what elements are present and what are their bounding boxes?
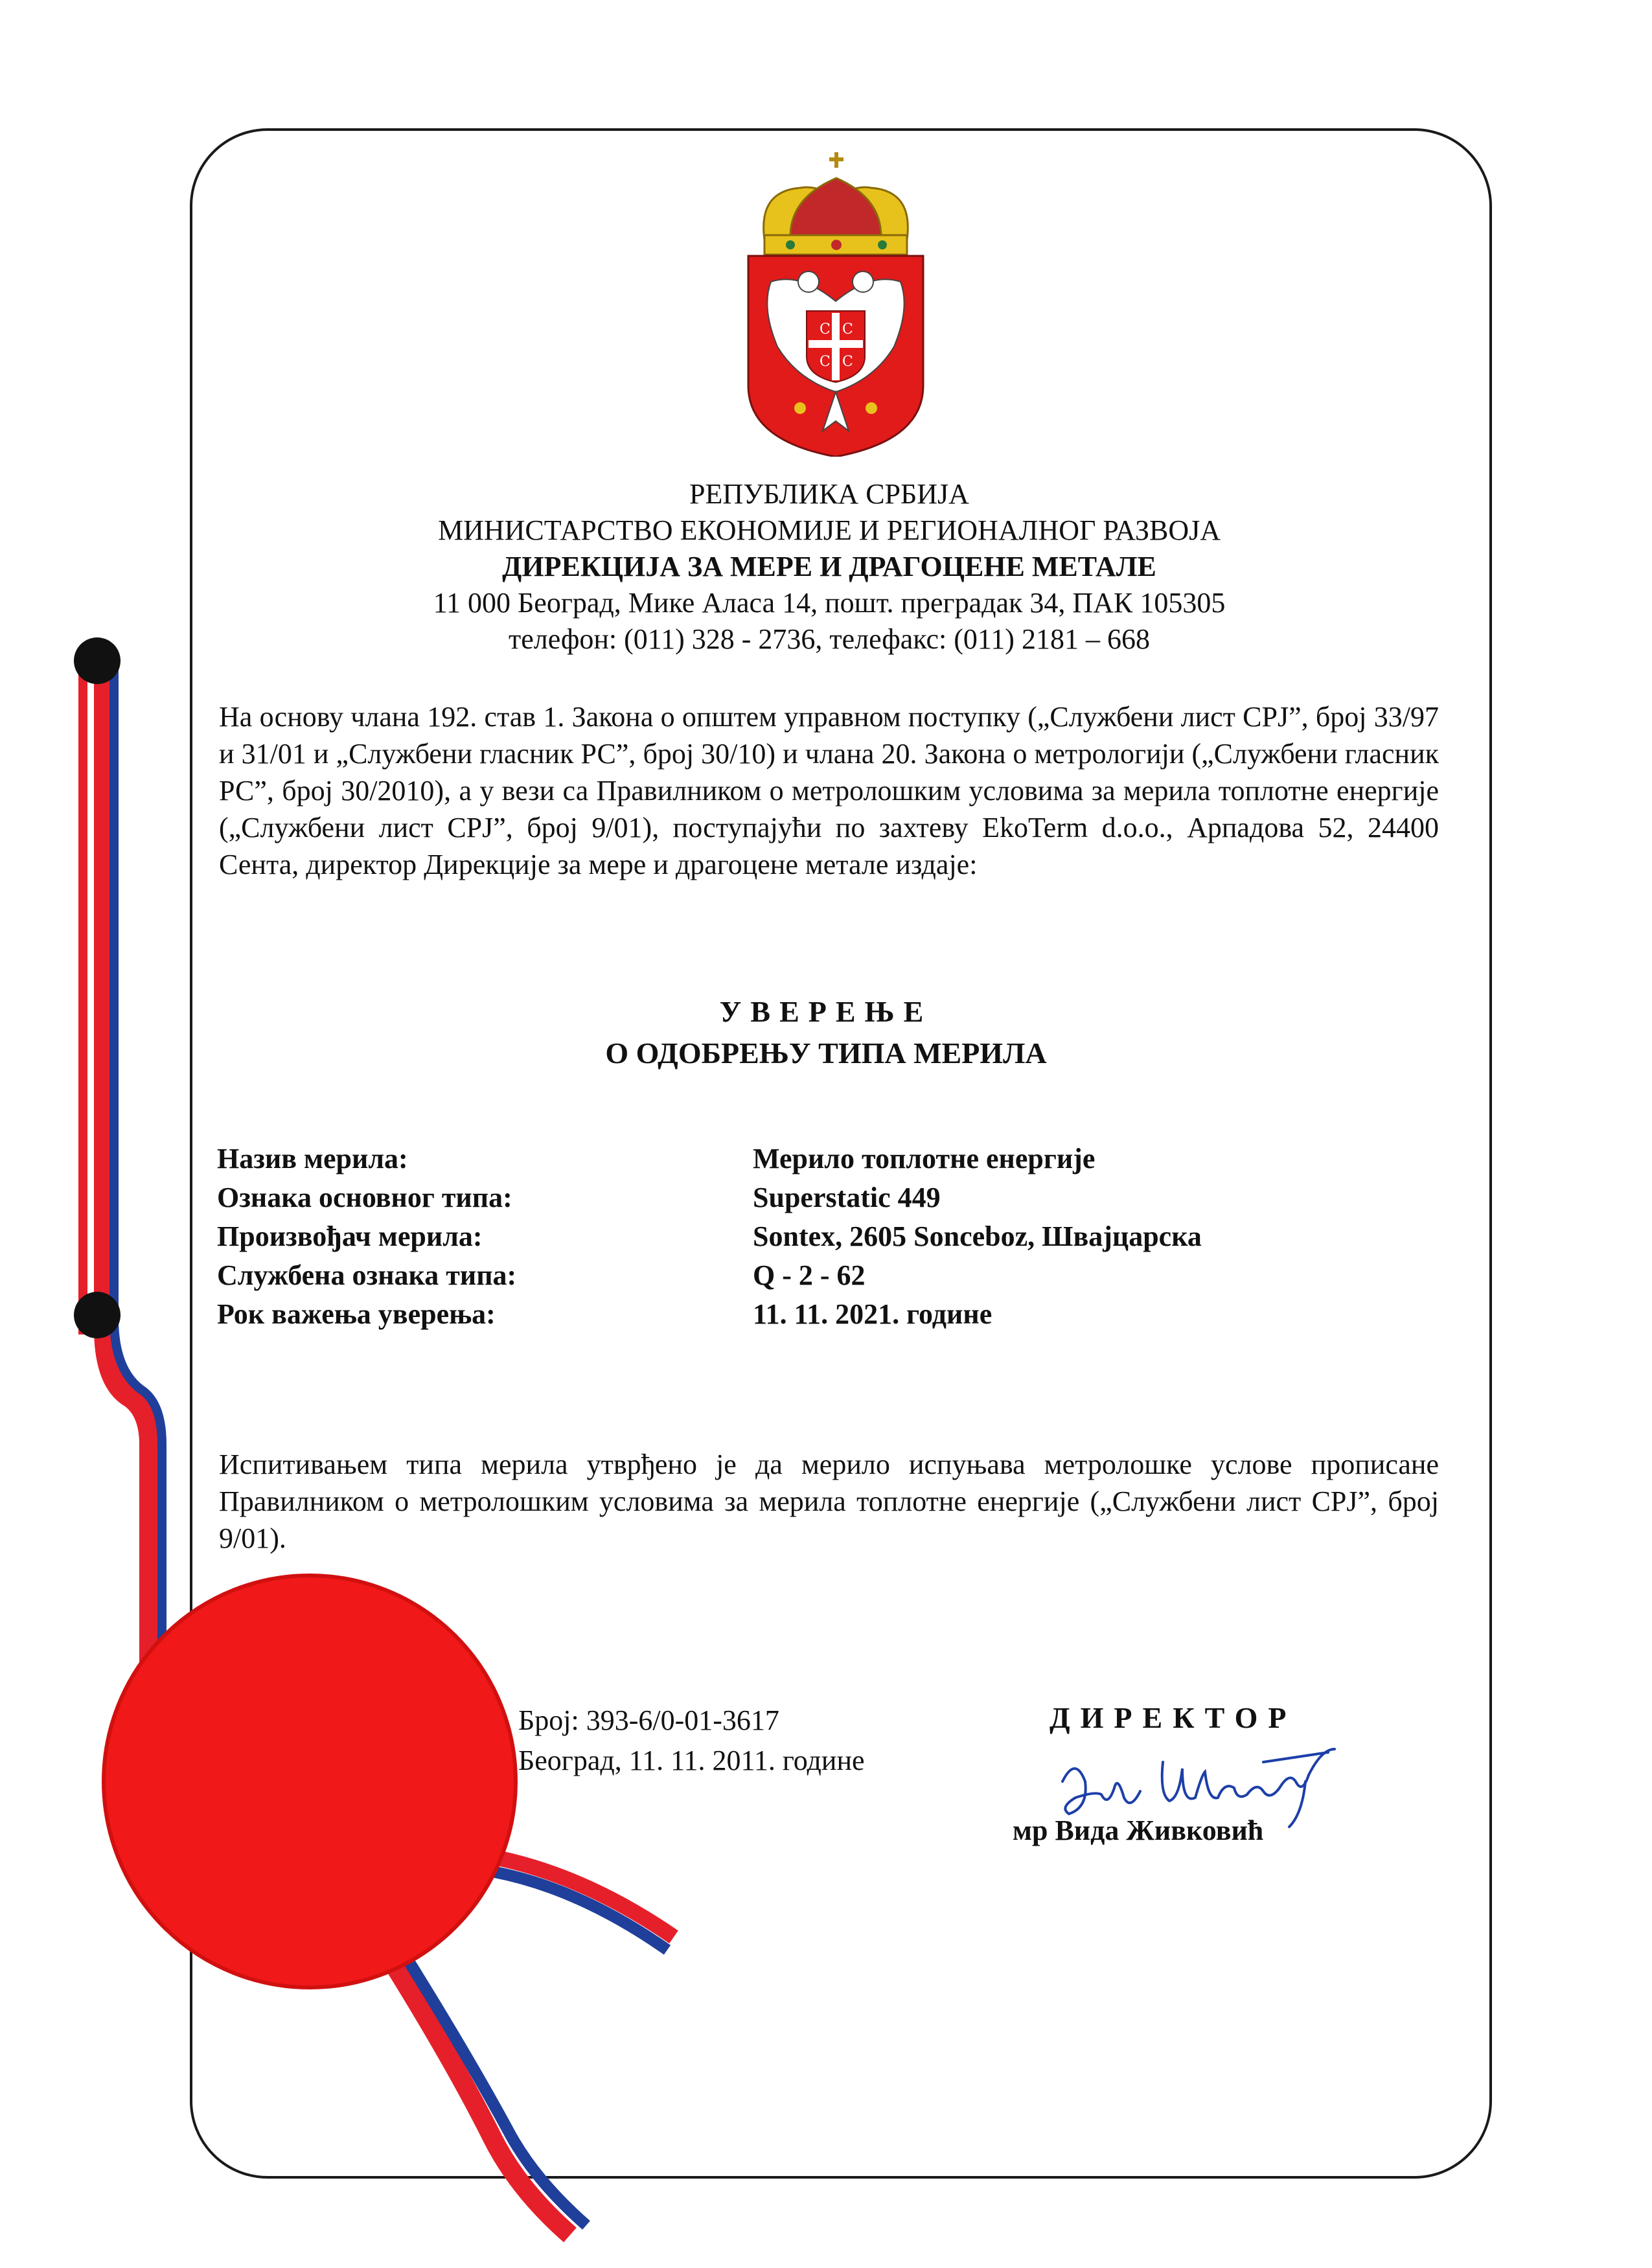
wax-seal-icon [104,1575,516,1987]
rivet-top-icon [74,637,120,684]
detail-value: Q - 2 - 62 [753,1259,866,1291]
detail-label: Ознака основног типа: [217,1182,512,1213]
emblem-letter: С [820,321,831,338]
emblem-letter: С [842,321,853,338]
header-directorate: ДИРЕКЦИЈА ЗА МЕРЕ И ДРАГОЦЕНЕ МЕТАЛЕ [502,551,1156,582]
crown-icon [764,152,908,255]
detail-label: Произвођач мерила: [217,1220,483,1252]
document-number: Број: 393-6/0-01-3617 [518,1704,779,1736]
certificate-title [389,991,1263,1074]
coat-of-arms-icon [739,152,933,457]
director-title: ДИРЕКТОР [1050,1701,1297,1734]
title-line1: УВЕРЕЊЕ [719,995,933,1028]
header-block [246,476,1412,658]
title-line2: О ОДОБРЕЊУ ТИПА МЕРИЛА [605,1037,1047,1070]
detail-label: Рок важења уверења: [217,1298,496,1330]
detail-value: 11. 11. 2021. године [753,1298,992,1330]
detail-value: Мерило топлотне енергије [753,1143,1096,1174]
header-ministry: МИНИСТАРСТВО ЕКОНОМИЈЕ И РЕГИОНАЛНОГ РАЗВОЈА [437,514,1221,546]
rivet-bottom-icon [74,1292,120,1338]
detail-value: Superstatic 449 [753,1182,941,1213]
emblem-letter: С [820,354,831,370]
director-name: мр Вида Живковић [1013,1815,1264,1846]
conclusion-paragraph: Испитивањем типа мерила утврђено је да мерило испуњава метролошке услове прописане Правилником о метролошким условима за мерила топлотне енергије („Службени лист СРЈ”, број 9/01). [219,1449,1439,1554]
intro-paragraph: На основу члана 192. став 1. Закона о општем управном поступку („Службени лист СРЈ”, број 33/97 и 31/01 и „Службени гласник РС”, број 30/10) и члана 20. Закона о метрологији („Службени гласник РС”, број 30/2010), а у вези са Правилником о метролошким условима за мерила топлотне енергије („Службени лист СРЈ”, број 9/01), поступајући по захтеву EkoTerm d.o.o., Арпадова 52, 24400 Сента, директор Дирекције за мере и драгоцене метале издаје: [219,701,1439,880]
emblem-letter: С [842,354,853,370]
detail-row [217,1220,1318,1259]
place-date: Београд, 11. 11. 2011. године [518,1745,865,1776]
detail-value: Sontex, 2605 Sonceboz, Швајцарска [753,1220,1202,1252]
detail-row [217,1181,1318,1220]
detail-row [217,1298,1318,1336]
detail-row [217,1142,1318,1181]
header-republic: РЕПУБЛИКА СРБИЈА [689,478,969,510]
detail-row [217,1259,1318,1298]
detail-label: Назив мерила: [217,1143,408,1174]
header-phone: телефон: (011) 328 - 2736, телефакс: (011) 2181 – 668 [509,623,1150,655]
header-address: 11 000 Београд, Мике Аласа 14, пошт. преградак 34, ПАК 105305 [433,587,1226,619]
detail-label: Службена ознака типа: [217,1259,517,1291]
